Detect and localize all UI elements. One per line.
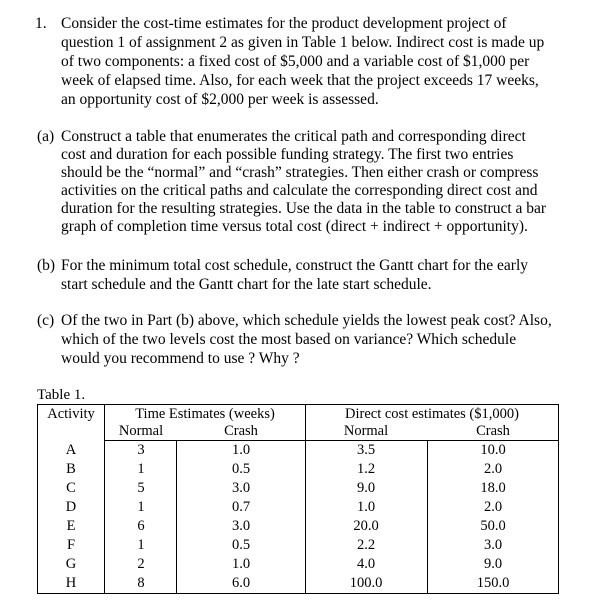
question-line: week of elapsed time. Also, for each week that the project exceeds 17 weeks, <box>61 72 539 89</box>
question-line: of two components: a fixed cost of $5,000 and a variable cost of $1,000 per <box>61 53 530 70</box>
cell-time-normal: 5 <box>137 480 145 496</box>
cell-cost-normal: 1.0 <box>356 499 376 515</box>
cell-time-normal: 8 <box>137 575 145 591</box>
part-b-line: start schedule and the Gantt chart for the late start schedule. <box>61 276 432 293</box>
question-line: an opportunity cost of $2,000 per week is assessed. <box>61 91 379 108</box>
cell-cost-crash: 3.0 <box>483 537 503 553</box>
cell-time-normal: 3 <box>137 442 145 458</box>
header-time-normal: Normal <box>118 423 164 439</box>
cell-time-crash: 1.0 <box>231 442 251 458</box>
cell-cost-crash: 10.0 <box>480 442 506 458</box>
cell-activity: C <box>66 480 76 496</box>
part-a-label: (a) <box>37 128 55 145</box>
cell-activity: E <box>66 518 76 534</box>
cell-activity: B <box>66 461 76 477</box>
cell-cost-normal: 3.5 <box>356 442 376 458</box>
cell-time-normal: 1 <box>137 537 145 553</box>
part-a-line: cost and duration for each possible funding strategy. The first two entries <box>61 146 514 163</box>
cell-time-normal: 6 <box>137 518 145 534</box>
cell-time-crash: 3.0 <box>231 518 251 534</box>
cell-activity: F <box>66 537 76 553</box>
cell-time-crash: 0.5 <box>231 461 251 477</box>
question-number: 1. <box>35 15 47 32</box>
cell-cost-crash: 2.0 <box>483 461 503 477</box>
cost-time-table <box>37 404 559 594</box>
cell-cost-crash: 18.0 <box>480 480 506 496</box>
part-c-line: would you recommend to use ? Why ? <box>61 350 300 367</box>
cell-cost-normal: 1.2 <box>356 461 376 477</box>
header-time-crash: Crash <box>224 423 258 439</box>
cell-time-crash: 0.5 <box>231 537 251 553</box>
cell-time-crash: 0.7 <box>231 499 251 515</box>
cell-cost-normal: 2.2 <box>356 537 376 553</box>
cell-cost-crash: 9.0 <box>483 556 503 572</box>
cell-cost-crash: 50.0 <box>480 518 506 534</box>
cell-time-normal: 1 <box>137 461 145 477</box>
part-b-label: (b) <box>37 257 56 274</box>
cell-time-normal: 2 <box>137 556 145 572</box>
part-c-line: which of the two levels cost the most based on variance? Which schedule <box>61 331 517 348</box>
cell-cost-normal: 20.0 <box>353 518 379 534</box>
part-c-line: Of the two in Part (b) above, which schedule yields the lowest peak cost? Also, <box>61 312 552 329</box>
table-header-divider <box>104 440 559 441</box>
cell-cost-crash: 2.0 <box>483 499 503 515</box>
header-direct-cost: Direct cost estimates ($1,000) <box>345 406 519 422</box>
table-border-top <box>37 404 559 405</box>
cell-time-normal: 1 <box>137 499 145 515</box>
part-c-label: (c) <box>37 312 55 329</box>
header-cost-crash: Crash <box>476 423 510 439</box>
cell-activity: D <box>65 499 77 515</box>
part-b-line: For the minimum total cost schedule, construct the Gantt chart for the early <box>61 257 529 274</box>
header-activity: Activity <box>47 406 95 422</box>
cell-activity: A <box>65 442 77 458</box>
question-line: Consider the cost-time estimates for the product development project of <box>61 15 507 32</box>
cell-cost-normal: 4.0 <box>356 556 376 572</box>
table-border-bottom <box>37 593 559 594</box>
table-caption: Table 1. <box>37 387 86 403</box>
part-a-line: activities on the critical paths and calculate the corresponding direct cost and <box>61 182 538 199</box>
question-line: question 1 of assignment 2 as given in Table 1 below. Indirect cost is made up <box>61 34 545 51</box>
header-cost-normal: Normal <box>343 423 389 439</box>
cell-cost-crash: 150.0 <box>476 575 510 591</box>
part-a-line: graph of completion time versus total cost (direct + indirect + opportunity). <box>61 218 528 235</box>
cell-cost-normal: 9.0 <box>356 480 376 496</box>
header-time-estimates: Time Estimates (weeks) <box>135 406 275 422</box>
cell-activity: H <box>65 575 77 591</box>
part-a-line: should be the “normal” and “crash” strategies. Then either crash or compress <box>61 164 539 181</box>
cell-time-crash: 1.0 <box>231 556 251 572</box>
cell-activity: G <box>65 556 77 572</box>
part-a-line: Construct a table that enumerates the critical path and corresponding direct <box>61 128 526 145</box>
cell-cost-normal: 100.0 <box>349 575 383 591</box>
cell-time-crash: 6.0 <box>231 575 251 591</box>
part-a-line: duration for the resulting strategies. Use the data in the table to construct a bar <box>61 200 547 217</box>
cell-time-crash: 3.0 <box>231 480 251 496</box>
